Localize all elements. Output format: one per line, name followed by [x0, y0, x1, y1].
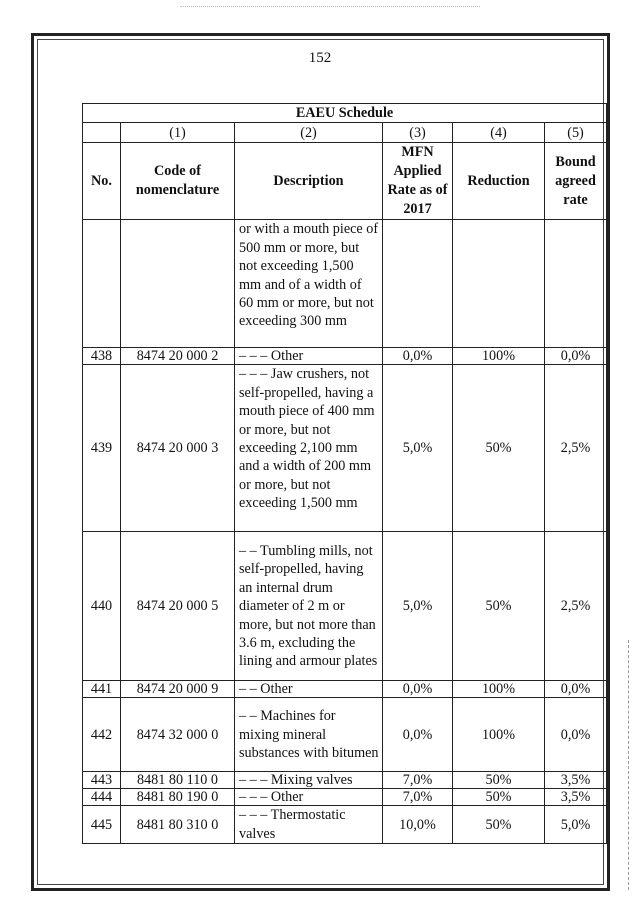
cell-description: – – – Other — [235, 348, 383, 365]
table-title-row — [83, 104, 607, 123]
cell-description: – – – Jaw crushers, not self-propelled, having a mouth piece of 400 mm or more, but not exceeding 2,100 mm and a width of 200 mm or more, but not exceeding 1,500 mm — [235, 365, 383, 532]
cell-description: – – Tumbling mills, not self-propelled, having an internal drum diameter of 2 m or more, but not more than 3.6 m, excluding the lining and armour plates — [235, 532, 383, 681]
table-title: EAEU Schedule — [83, 104, 607, 123]
table-row — [83, 789, 607, 806]
header-bound-rate: Bound agreed rate — [545, 143, 607, 220]
cell-mfn: 0,0% — [383, 348, 453, 365]
cell-reduction: 50% — [453, 806, 545, 844]
cell-no — [83, 220, 121, 348]
cell-reduction: 50% — [453, 789, 545, 806]
cell-code: 8474 20 000 3 — [121, 365, 235, 532]
header-code: Code of nomenclature — [121, 143, 235, 220]
column-number: (5) — [545, 123, 607, 143]
cell-reduction: 100% — [453, 698, 545, 772]
table-row-continuation — [83, 220, 607, 348]
column-number: (1) — [121, 123, 235, 143]
cell-code: 8481 80 190 0 — [121, 789, 235, 806]
cell-code: 8481 80 310 0 — [121, 806, 235, 844]
page-number: 152 — [308, 50, 332, 66]
header-mfn-rate: MFN Applied Rate as of 2017 — [383, 143, 453, 220]
cell-reduction: 100% — [453, 348, 545, 365]
cell-bound: 5,0% — [545, 806, 607, 844]
column-number: (3) — [383, 123, 453, 143]
cell-mfn — [383, 220, 453, 348]
cell-no: 443 — [83, 772, 121, 789]
header-reduction: Reduction — [453, 143, 545, 220]
cell-description: – – Machines for mixing mineral substances with bitumen — [235, 698, 383, 772]
cell-bound: 2,5% — [545, 532, 607, 681]
column-number: (4) — [453, 123, 545, 143]
cell-no: 442 — [83, 698, 121, 772]
column-header-row — [83, 143, 607, 220]
cell-bound: 0,0% — [545, 348, 607, 365]
header-description: Description — [235, 143, 383, 220]
cell-reduction: 100% — [453, 681, 545, 698]
table-row — [83, 806, 607, 844]
cell-description: – – – Mixing valves — [235, 772, 383, 789]
cell-no: 440 — [83, 532, 121, 681]
cell-mfn: 7,0% — [383, 772, 453, 789]
cell-code: 8474 20 000 2 — [121, 348, 235, 365]
cell-code: 8474 20 000 5 — [121, 532, 235, 681]
cell-bound: 0,0% — [545, 681, 607, 698]
scan-edge-rule — [628, 640, 630, 890]
cell-reduction: 50% — [453, 772, 545, 789]
eaeu-schedule-table — [82, 103, 607, 844]
cell-bound: 0,0% — [545, 698, 607, 772]
cell-no: 444 — [83, 789, 121, 806]
cell-description: – – Other — [235, 681, 383, 698]
header-no: No. — [83, 143, 121, 220]
cell-mfn: 5,0% — [383, 365, 453, 532]
cell-reduction — [453, 220, 545, 348]
cell-no: 438 — [83, 348, 121, 365]
cell-mfn: 0,0% — [383, 698, 453, 772]
cell-description: – – – Other — [235, 789, 383, 806]
cell-description: – – – Thermostatic valves — [235, 806, 383, 844]
cell-mfn: 7,0% — [383, 789, 453, 806]
cell-bound: 3,5% — [545, 789, 607, 806]
cell-no: 441 — [83, 681, 121, 698]
table-row — [83, 681, 607, 698]
scan-artifact-dots — [180, 6, 480, 9]
cell-description: or with a mouth piece of 500 mm or more, but not exceeding 1,500 mm and of a width of 60 mm or more, but not exceeding 300 mm — [235, 220, 383, 348]
table-row — [83, 532, 607, 681]
column-number: (2) — [235, 123, 383, 143]
cell-mfn: 5,0% — [383, 532, 453, 681]
cell-bound: 3,5% — [545, 772, 607, 789]
cell-mfn: 10,0% — [383, 806, 453, 844]
cell-no: 445 — [83, 806, 121, 844]
cell-reduction: 50% — [453, 532, 545, 681]
cell-code: 8481 80 110 0 — [121, 772, 235, 789]
column-number-row — [83, 123, 607, 143]
cell-code: 8474 20 000 9 — [121, 681, 235, 698]
cell-mfn: 0,0% — [383, 681, 453, 698]
cell-reduction: 50% — [453, 365, 545, 532]
cell-no: 439 — [83, 365, 121, 532]
table-row — [83, 772, 607, 789]
cell-bound — [545, 220, 607, 348]
table-row — [83, 698, 607, 772]
column-number-blank — [83, 123, 121, 143]
table-row — [83, 365, 607, 532]
table-row — [83, 348, 607, 365]
cell-code — [121, 220, 235, 348]
cell-code: 8474 32 000 0 — [121, 698, 235, 772]
cell-bound: 2,5% — [545, 365, 607, 532]
